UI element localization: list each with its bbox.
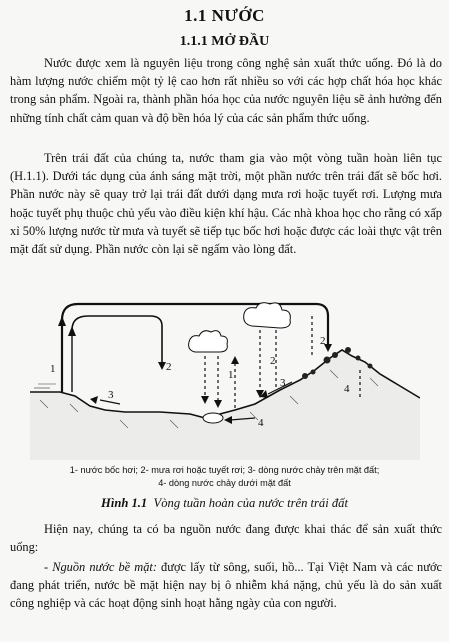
cloud-middle bbox=[189, 331, 228, 352]
section-heading: 1.1 NƯỚC bbox=[184, 6, 265, 25]
lake bbox=[203, 413, 223, 423]
arrow-label-runoff-right: 3 bbox=[280, 377, 286, 389]
inner-loop bbox=[72, 316, 162, 366]
figure-legend-line2: 4- dòng nước chảy dưới mặt đất bbox=[158, 478, 291, 488]
paragraph-water-sources bbox=[10, 520, 442, 556]
paragraph-surface-water bbox=[10, 558, 442, 613]
figure-caption-text: Vòng tuần hoàn của nước trên trái đất bbox=[153, 496, 348, 510]
paragraph-water-sources-text: Hiện nay, chúng ta có ba nguồn nước đang được khai thác để sản xuất thức uống: bbox=[10, 522, 442, 555]
arrow-label-evaporation: 1 bbox=[50, 363, 56, 375]
paragraph-water-cycle-text: Trên trái đất của chúng ta, nước tham gia vào một vòng tuần hoàn liên tục (H.1.1). Dưới tác dụng của ánh sáng mặt trời, một phần nước trên trái đất sẽ bốc hơi. Phần nước này sẽ quay trở lại trái đất dưới dạng mưa rơi hoặc tuyết rơi. Lượng mưa hoặc tuyết phụ thuộc chủ yếu vào điều kiện khí hậu. Các nhà khoa học cho rằng có xấp xỉ 50% lượng nước từ mưa và tuyết sẽ tiếp tục bốc hơi hoặc được các loài thực vật trên mặt đất sử dụng. Phần nước còn lại sẽ ngấm vào lòng đất. bbox=[10, 151, 442, 257]
figure-caption bbox=[0, 496, 449, 511]
subsection-heading: 1.1.1 MỞ ĐẦU bbox=[179, 34, 270, 49]
surface-water-text: được lấy từ sông, suối, hồ... Tại Việt Nam và các nước đang phát triển, nước bề mặt hiện nay bị ô nhiễm khá nặng, chủ yếu là do sản xuất công nghiệp và các hoạt động sinh hoạt hằng ngày của con người. bbox=[10, 560, 442, 611]
cloud-right bbox=[244, 303, 291, 328]
paragraph-water-cycle bbox=[10, 149, 442, 258]
arrow-label-rain-2: 2 bbox=[270, 355, 276, 367]
figure-legend-line1: 1- nước bốc hơi; 2- mưa rơi hoặc tuyết rơi; 3- dòng nước chảy trên mặt đất; bbox=[69, 465, 380, 475]
paragraph-intro-text: Nước được xem là nguyên liệu trong công nghệ sản xuất thức uống. Đó là do hàm lượng nước chiếm một tỷ lệ cao hơn rất nhiều so với các hợp chất hóa học khác trong sản phẩm. Ngoài ra, thành phần hóa học của nước nguyên liệu sẽ ảnh hưởng đến những tính chất cảm quan và độ bền hóa lý của các sản phẩm thức uống. bbox=[10, 56, 442, 125]
arrow-label-rain-3: 2 bbox=[320, 335, 326, 347]
arrow-label-rain-1: 2 bbox=[166, 361, 172, 373]
water-cycle-diagram bbox=[30, 300, 420, 460]
figure-caption-label: Hình 1.1 bbox=[101, 496, 148, 510]
arrow-label-underground: 4 bbox=[258, 417, 264, 429]
paragraph-intro bbox=[10, 54, 442, 127]
arrow-label-underground-right: 4 bbox=[344, 383, 350, 395]
surface-water-label: - Nguồn nước bề mặt: bbox=[44, 560, 157, 574]
arrow-label-evaporation-lake: 1 bbox=[228, 369, 234, 381]
arrow-label-runoff-left: 3 bbox=[108, 389, 114, 401]
